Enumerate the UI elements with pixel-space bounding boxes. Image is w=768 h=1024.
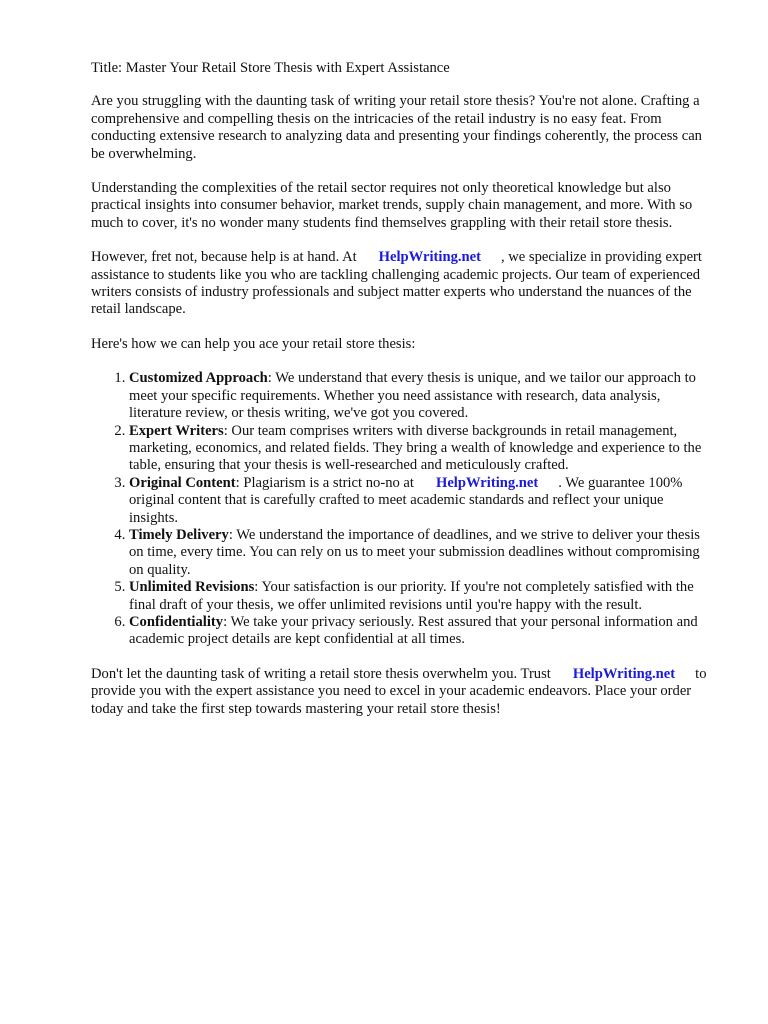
list-item xyxy=(129,614,714,649)
help-paragraph xyxy=(91,249,714,319)
list-item xyxy=(129,423,714,475)
list-item-text: : Our team comprises writers with diverse backgrounds in retail management, marketing, economics, and related fields. They bring a wealth of knowledge and experience to the table, ensuring that your thesis is well-researched and meticulously crafted. xyxy=(129,422,702,474)
list-item-text: : We understand that every thesis is unique, and we tailor our approach to meet your specific requirements. Whether you need assistance with research, data analysis, literature review, or thesis writing, we've got you covered. xyxy=(129,370,696,422)
helpwriting-link[interactable]: HelpWriting.net xyxy=(378,249,481,266)
complexity-paragraph: Understanding the complexities of the retail sector requires not only theoretical knowledge but also practical insights into consumer behavior, market trends, supply chain management, and more. With so much to cover, it's no wonder many students find themselves grappling with their retail store thesis. xyxy=(91,180,693,231)
list-item-term: Timely Delivery xyxy=(129,526,229,543)
list-item xyxy=(129,579,714,614)
list-item-text: : We take your privacy seriously. Rest assured that your personal information and academic project details are kept confidential at all times. xyxy=(129,613,698,648)
list-intro: Here's how we can help you ace your retail store thesis: xyxy=(91,335,416,352)
list-item-term: Unlimited Revisions xyxy=(129,579,255,596)
closing-text-after: to provide you with the expert assistance you need to excel in your academic endeavors. Place your order today and take the first step towards mastering your retail store thesis! xyxy=(91,665,707,717)
list-item xyxy=(129,475,714,527)
closing-paragraph xyxy=(91,666,714,718)
help-text-before: However, fret not, because help is at hand. At xyxy=(91,249,357,266)
helpwriting-link[interactable]: HelpWriting.net xyxy=(435,474,539,491)
benefits-list xyxy=(91,370,714,649)
list-item-term: Expert Writers xyxy=(129,422,224,439)
list-item-term: Customized Approach xyxy=(129,370,268,387)
list-item-text: : Your satisfaction is our priority. If you're not completely satisfied with the final draft of your thesis, we offer unlimited revisions until you're happy with the result. xyxy=(129,579,694,613)
list-item-term: Confidentiality xyxy=(129,613,224,630)
list-item xyxy=(129,370,714,422)
closing-text-before: Don't let the daunting task of writing a retail store thesis overwhelm you. Trust xyxy=(91,665,551,682)
list-item-text: : We understand the importance of deadlines, and we strive to deliver your thesis on time, every time. You can rely on us to meet your submission deadlines without compromising on quality. xyxy=(129,526,700,578)
list-item-text-before: : Plagiarism is a strict no-no at xyxy=(235,474,414,491)
helpwriting-link[interactable]: HelpWriting.net xyxy=(572,665,676,682)
list-item xyxy=(129,527,714,579)
intro-paragraph: Are you struggling with the daunting task of writing your retail store thesis? You're not alone. Crafting a comprehensive and compelling thesis on the intricacies of the retail industry is no easy feat. From conducting extensive research to analyzing data and presenting your findings coherently, the process can be overwhelming. xyxy=(91,93,702,162)
document-title: Title: Master Your Retail Store Thesis with Expert Assistance xyxy=(91,60,450,76)
list-item-term: Original Content xyxy=(129,474,236,491)
help-text-after: , we specialize in providing expert assistance to students like you who are tackling challenging academic projects. Our team of experienced writers consists of industry professionals and subject matter experts who understand the nuances of the retail landscape. xyxy=(91,249,702,318)
list-item-text-after: . We guarantee 100% original content that is carefully crafted to meet academic standards and reflect your unique insights. xyxy=(129,474,683,526)
